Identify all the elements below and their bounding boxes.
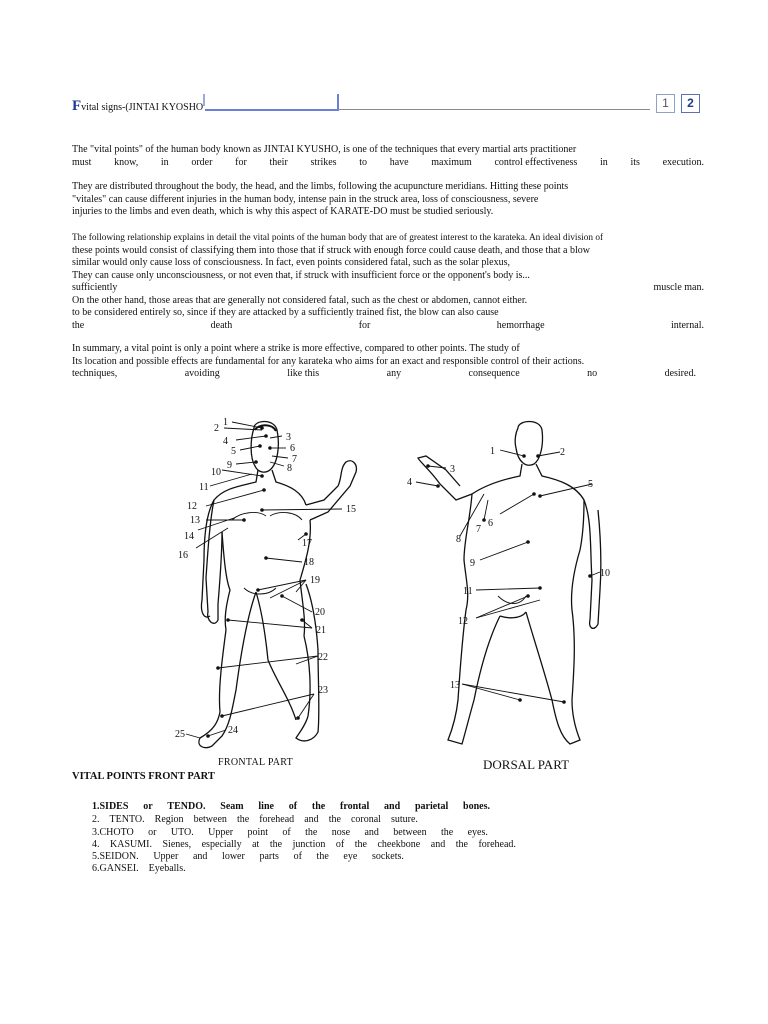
list-item: 3.CHOTO or UTO. Upper point of the nose and between the eyes. xyxy=(92,827,488,838)
back-label-3: 3 xyxy=(450,464,455,475)
list-item: 5.SEIDON. Upper and lower parts of the eye sockets. xyxy=(92,851,404,862)
text-line: They are distributed throughout the body, the head, and the limbs, following the acupuncture meridians. Hitting these points xyxy=(72,181,569,192)
front-label-20: 20 xyxy=(315,607,325,618)
front-label-6: 6 xyxy=(290,443,295,454)
text-line-justified: must know, in order for their strikes to have maximum control effectiveness in its execution. xyxy=(72,156,704,168)
list-item: 2. TENTO. Region between the forehead and the coronal suture. xyxy=(92,814,418,825)
front-label-23: 23 xyxy=(318,685,328,696)
text-line: injuries to the limbs and even death, which is why this aspect of KARATE-DO must be studied seriously. xyxy=(72,206,494,217)
back-label-1: 1 xyxy=(490,446,495,457)
front-label-24: 24 xyxy=(228,725,238,736)
text-line: these points would consist of classifying them into those that if struck with enough force could cause death, and those that a blow xyxy=(72,244,590,256)
front-label-18: 18 xyxy=(304,557,314,568)
text-line: They can cause only unconsciousness, or not even that, if struck with insufficient force or the opponent's body is... xyxy=(72,269,530,281)
text-line: "vitales" can cause different injuries in the human body, intense pain in the struck area, loss of consciousness, severe xyxy=(72,193,539,205)
front-label-17: 17 xyxy=(302,538,312,549)
list-item: 6.GANSEI. Eyeballs. xyxy=(92,863,186,874)
front-label-22: 22 xyxy=(318,652,328,663)
front-label-14: 14 xyxy=(184,531,194,542)
back-label-11: 11 xyxy=(463,586,473,597)
front-label-21: 21 xyxy=(316,625,326,636)
front-label-5: 5 xyxy=(231,446,236,457)
front-label-16: 16 xyxy=(178,550,188,561)
front-number-labels xyxy=(175,417,356,740)
text-line: to be considered entirely so, since if they are attacked by a sufficiently trained fist, the blow can also cause xyxy=(72,307,499,318)
text-line: Its location and possible effects are fundamental for any karateka who aims for an exact and responsible control of their actions. xyxy=(72,355,585,367)
back-label-8: 8 xyxy=(456,534,461,545)
title-text: vital signs-(JINTAI KYOSHO xyxy=(81,102,204,113)
front-label-25: 25 xyxy=(175,729,185,740)
front-label-8: 8 xyxy=(287,463,292,474)
back-number-labels xyxy=(407,446,610,691)
text-line-justified: sufficiently muscle man. xyxy=(72,282,704,293)
back-label-12: 12 xyxy=(458,616,468,627)
title-drop-letter: F xyxy=(72,98,82,114)
back-label-9: 9 xyxy=(470,558,475,569)
front-label-11: 11 xyxy=(199,482,209,493)
back-label-4: 4 xyxy=(407,477,412,488)
front-label-7: 7 xyxy=(292,454,297,465)
front-label-15: 15 xyxy=(346,504,356,515)
text-line: In summary, a vital point is only a point where a strike is more effective, compared to other points. The study of xyxy=(72,343,520,354)
back-label-13: 13 xyxy=(450,680,460,691)
list-item: 1.SIDES or TENDO. Seam line of the frontal and parietal bones. xyxy=(92,801,490,812)
front-label-19: 19 xyxy=(310,575,320,586)
section-heading: VITAL POINTS FRONT PART xyxy=(72,771,215,782)
page-button-2[interactable]: 2 xyxy=(681,94,700,113)
back-figure-caption: DORSAL PART xyxy=(483,757,570,772)
text-line-justified: techniques, avoiding like this any consequence no desired. xyxy=(72,368,696,379)
front-label-10: 10 xyxy=(211,467,221,478)
back-label-5: 5 xyxy=(588,479,593,490)
text-line: similar would only cause loss of consciousness. In fact, even points considered fatal, such as the solar plexus, xyxy=(72,257,510,268)
front-label-1: 1 xyxy=(223,417,228,428)
text-line: On the other hand, those areas that are generally not considered fatal, such as the chest or abdomen, cannot either. xyxy=(72,294,528,306)
front-label-2: 2 xyxy=(214,423,219,434)
back-point-dots xyxy=(426,454,592,704)
text-line-justified: the death for hemorrhage internal. xyxy=(72,319,704,331)
back-label-2: 2 xyxy=(560,447,565,458)
front-label-4: 4 xyxy=(223,436,228,447)
page-button-1[interactable]: 1 xyxy=(656,94,675,113)
back-body-figure xyxy=(418,422,601,745)
back-label-6: 6 xyxy=(488,518,493,529)
front-label-3: 3 xyxy=(286,432,291,443)
front-figure-caption: FRONTAL PART xyxy=(218,757,294,768)
text-line: The "vital points" of the human body known as JINTAI KYUSHO, is one of the techniques that every martial arts practitioner xyxy=(72,144,577,155)
back-label-10: 10 xyxy=(600,568,610,579)
text-line: The following relationship explains in detail the vital points of the human body that are of greatest interest to the karateka. An ideal division of xyxy=(72,233,604,243)
front-label-12: 12 xyxy=(187,501,197,512)
front-label-9: 9 xyxy=(227,460,232,471)
front-label-13: 13 xyxy=(190,515,200,526)
list-item: 4. KASUMI. Sienes, especially at the junction of the cheekbone and the forehead. xyxy=(92,839,516,850)
back-label-7: 7 xyxy=(476,524,481,535)
